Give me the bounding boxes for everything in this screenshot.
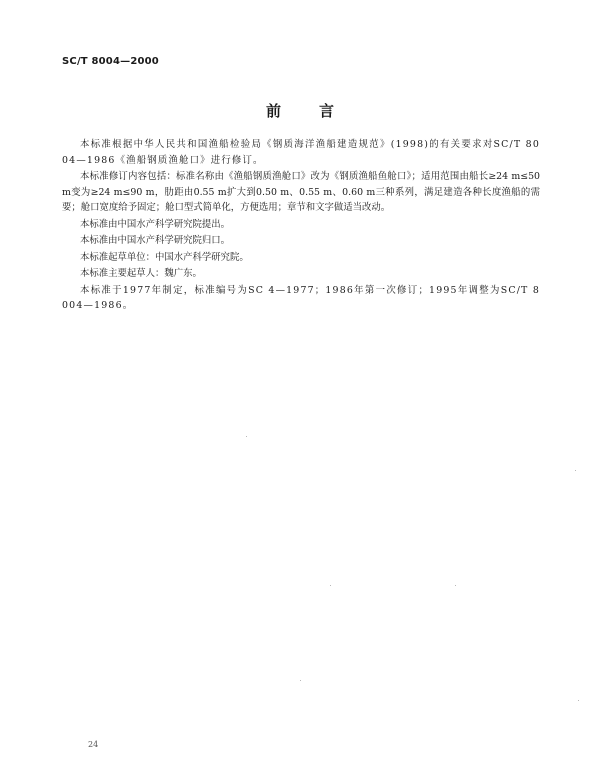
scan-speck xyxy=(300,680,301,681)
paragraph-history: 本标准于1977年制定，标准编号为SC 4—1977；1986年第一次修订；1995年调整为SC/T 8004—1986。 xyxy=(62,284,540,311)
paragraph-revision-basis: 本标准根据中华人民共和国渔船检验局《钢质海洋渔船建造规范》(1998)的有关要求对SC/T 8004—1986《渔船钢质渔舱口》进行修订。 xyxy=(62,139,540,166)
scan-speck xyxy=(455,585,456,586)
scan-speck xyxy=(246,436,247,437)
paragraph-drafting-unit: 本标准起草单位：中国水产科学研究院。 xyxy=(80,251,249,263)
paragraph-centralized-unit: 本标准由中国水产科学研究院归口。 xyxy=(80,235,231,246)
standard-code: SC/T 8004—2000 xyxy=(62,56,159,67)
paragraph-proposer: 本标准由中国水产科学研究院提出。 xyxy=(80,218,231,230)
paragraph-revision-content: 本标准修订内容包括：标准名称由《渔船钢质渔舱口》改为《钢质渔船鱼舱口》；适用范围由船长≥24 m≤50 m变为≥24 m≤90 m，肋距由0.55 m扩大到0.50 m、0.55 m、0.60 m三种系列，满足建造各种长度渔船的需要；舱口宽度给予固定；舱口型式简单化，方便选用；章节和文字做适当改动。 xyxy=(62,171,540,213)
page-title: 前言 xyxy=(265,102,372,120)
page-number: 24 xyxy=(88,740,99,749)
paragraph-main-drafter: 本标准主要起草人：魏广东。 xyxy=(80,268,202,279)
scan-speck xyxy=(575,470,576,471)
document-body xyxy=(62,137,540,315)
scan-speck xyxy=(578,700,579,701)
scan-speck xyxy=(330,585,331,586)
